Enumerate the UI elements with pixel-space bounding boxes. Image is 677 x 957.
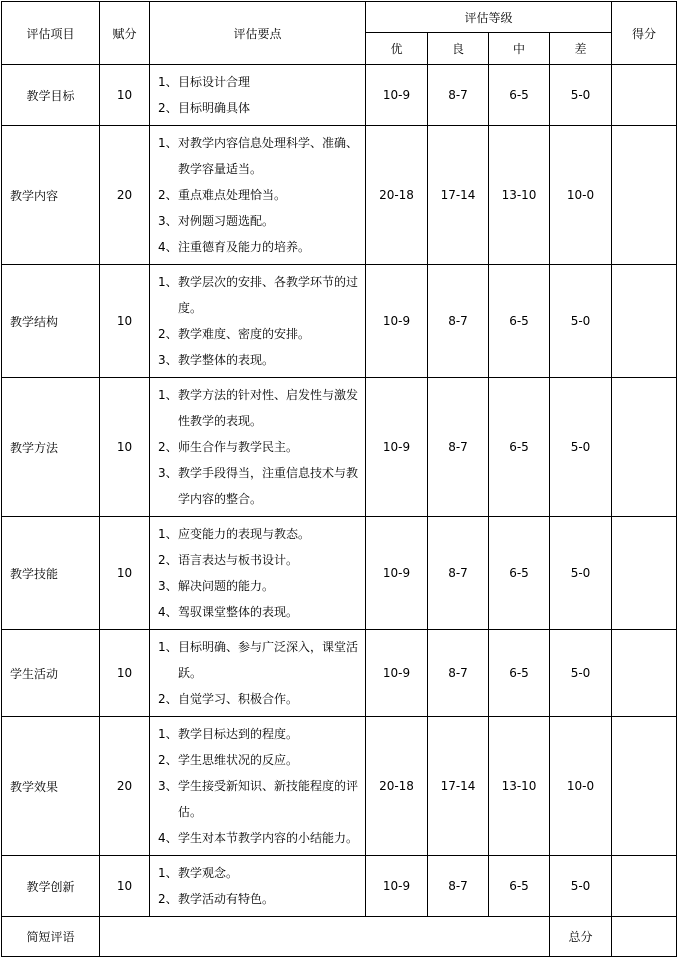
grade-range: 10-0 <box>550 717 612 856</box>
point-number: 1、 <box>158 527 178 541</box>
point-text: 教学整体的表现。 <box>178 353 275 367</box>
point-item <box>158 860 361 886</box>
point-item <box>158 182 361 208</box>
point-text: 学生接受新知识、新技能程度的评估。 <box>178 779 359 819</box>
result-cell[interactable] <box>612 517 677 630</box>
item-score: 10 <box>100 265 150 378</box>
point-number: 1、 <box>158 136 178 150</box>
item-points <box>150 630 366 717</box>
point-item <box>158 521 361 547</box>
point-number: 1、 <box>158 640 178 654</box>
point-text: 学生对本节教学内容的小结能力。 <box>178 831 359 845</box>
point-item <box>158 721 361 747</box>
point-text: 驾驭课堂整体的表现。 <box>178 605 299 619</box>
point-item <box>158 634 361 686</box>
item-score: 20 <box>100 717 150 856</box>
table-row <box>2 856 677 917</box>
point-number: 2、 <box>158 188 178 202</box>
comment-cell[interactable] <box>100 917 550 957</box>
point-number: 3、 <box>158 214 178 228</box>
grade-range: 8-7 <box>428 630 489 717</box>
item-points <box>150 265 366 378</box>
point-number: 1、 <box>158 388 178 402</box>
grade-range: 5-0 <box>550 65 612 126</box>
point-item <box>158 269 361 321</box>
point-item <box>158 208 361 234</box>
grade-fair: 中 <box>489 33 550 65</box>
point-number: 3、 <box>158 466 178 480</box>
grade-range: 10-9 <box>366 856 428 917</box>
point-number: 4、 <box>158 605 178 619</box>
table-row <box>2 126 677 265</box>
point-text: 师生合作与教学民主。 <box>178 440 299 454</box>
grade-good: 良 <box>428 33 489 65</box>
grade-range: 5-0 <box>550 630 612 717</box>
point-text: 目标明确具体 <box>178 101 251 115</box>
header-grade: 评估等级 <box>366 2 612 33</box>
grade-range: 10-9 <box>366 517 428 630</box>
point-text: 对教学内容信息处理科学、准确、教学容量适当。 <box>178 136 359 176</box>
point-item <box>158 69 361 95</box>
point-number: 1、 <box>158 727 178 741</box>
point-item <box>158 547 361 573</box>
header-points: 评估要点 <box>150 2 366 65</box>
result-cell[interactable] <box>612 378 677 517</box>
point-text: 重点难点处理恰当。 <box>178 188 287 202</box>
result-cell[interactable] <box>612 265 677 378</box>
grade-range: 8-7 <box>428 65 489 126</box>
item-name: 教学目标 <box>2 65 100 126</box>
grade-range: 13-10 <box>489 126 550 265</box>
grade-range: 6-5 <box>489 378 550 517</box>
item-score: 10 <box>100 65 150 126</box>
point-text: 教学难度、密度的安排。 <box>178 327 311 341</box>
item-name: 教学效果 <box>2 717 100 856</box>
point-number: 4、 <box>158 240 178 254</box>
grade-range: 5-0 <box>550 517 612 630</box>
point-item <box>158 95 361 121</box>
point-item <box>158 886 361 912</box>
grade-range: 6-5 <box>489 630 550 717</box>
point-item <box>158 460 361 512</box>
grade-range: 8-7 <box>428 856 489 917</box>
grade-range: 8-7 <box>428 517 489 630</box>
point-number: 2、 <box>158 101 178 115</box>
point-text: 自觉学习、积极合作。 <box>178 692 299 706</box>
item-score: 20 <box>100 126 150 265</box>
point-item <box>158 347 361 373</box>
item-points <box>150 378 366 517</box>
point-text: 对例题习题选配。 <box>178 214 275 228</box>
result-cell[interactable] <box>612 630 677 717</box>
grade-range: 6-5 <box>489 265 550 378</box>
point-number: 1、 <box>158 866 178 880</box>
point-number: 3、 <box>158 779 178 793</box>
point-item <box>158 130 361 182</box>
point-text: 目标设计合理 <box>178 75 251 89</box>
point-number: 2、 <box>158 553 178 567</box>
table-row <box>2 378 677 517</box>
point-item <box>158 825 361 851</box>
point-text: 应变能力的表现与教态。 <box>178 527 311 541</box>
result-cell[interactable] <box>612 856 677 917</box>
point-text: 注重德育及能力的培养。 <box>178 240 311 254</box>
item-name: 教学方法 <box>2 378 100 517</box>
item-name: 教学结构 <box>2 265 100 378</box>
point-text: 教学层次的安排、各教学环节的过度。 <box>178 275 359 315</box>
grade-range: 10-9 <box>366 65 428 126</box>
grade-range: 20-18 <box>366 717 428 856</box>
item-points <box>150 126 366 265</box>
point-number: 2、 <box>158 692 178 706</box>
item-score: 10 <box>100 378 150 517</box>
item-score: 10 <box>100 856 150 917</box>
total-cell[interactable] <box>612 917 677 957</box>
point-text: 语言表达与板书设计。 <box>178 553 299 567</box>
point-text: 目标明确、参与广泛深入，课堂活跃。 <box>178 640 359 680</box>
item-points <box>150 717 366 856</box>
comment-label: 简短评语 <box>2 917 100 957</box>
point-number: 2、 <box>158 753 178 767</box>
point-item <box>158 321 361 347</box>
item-points <box>150 517 366 630</box>
point-item <box>158 599 361 625</box>
point-item <box>158 382 361 434</box>
grade-range: 13-10 <box>489 717 550 856</box>
item-score: 10 <box>100 517 150 630</box>
item-points <box>150 65 366 126</box>
point-item <box>158 573 361 599</box>
point-number: 2、 <box>158 440 178 454</box>
header-score: 赋分 <box>100 2 150 65</box>
grade-excellent: 优 <box>366 33 428 65</box>
grade-range: 10-9 <box>366 630 428 717</box>
header-item: 评估项目 <box>2 2 100 65</box>
item-name: 教学技能 <box>2 517 100 630</box>
table-row <box>2 630 677 717</box>
result-cell[interactable] <box>612 65 677 126</box>
point-item <box>158 686 361 712</box>
result-cell[interactable] <box>612 717 677 856</box>
point-number: 1、 <box>158 75 178 89</box>
grade-range: 17-14 <box>428 717 489 856</box>
grade-range: 8-7 <box>428 265 489 378</box>
table-row <box>2 65 677 126</box>
grade-poor: 差 <box>550 33 612 65</box>
total-label: 总分 <box>550 917 612 957</box>
point-number: 4、 <box>158 831 178 845</box>
item-points <box>150 856 366 917</box>
item-name: 教学内容 <box>2 126 100 265</box>
grade-range: 17-14 <box>428 126 489 265</box>
point-text: 解决问题的能力。 <box>178 579 275 593</box>
point-text: 教学观念。 <box>178 866 239 880</box>
grade-range: 6-5 <box>489 517 550 630</box>
point-item <box>158 747 361 773</box>
grade-range: 20-18 <box>366 126 428 265</box>
table-row <box>2 265 677 378</box>
footer-row <box>2 917 677 957</box>
point-text: 教学目标达到的程度。 <box>178 727 299 741</box>
grade-range: 5-0 <box>550 856 612 917</box>
grade-range: 8-7 <box>428 378 489 517</box>
point-number: 1、 <box>158 275 178 289</box>
grade-range: 10-0 <box>550 126 612 265</box>
header-result: 得分 <box>612 2 677 65</box>
item-name: 教学创新 <box>2 856 100 917</box>
point-item <box>158 434 361 460</box>
point-text: 教学手段得当，注重信息技术与教学内容的整合。 <box>178 466 359 506</box>
point-number: 3、 <box>158 353 178 367</box>
point-text: 教学方法的针对性、启发性与激发性教学的表现。 <box>178 388 359 428</box>
grade-range: 5-0 <box>550 378 612 517</box>
point-number: 3、 <box>158 579 178 593</box>
table-row <box>2 717 677 856</box>
point-item <box>158 773 361 825</box>
grade-range: 10-9 <box>366 265 428 378</box>
point-number: 2、 <box>158 327 178 341</box>
point-text: 学生思维状况的反应。 <box>178 753 299 767</box>
grade-range: 6-5 <box>489 65 550 126</box>
grade-range: 5-0 <box>550 265 612 378</box>
point-text: 教学活动有特色。 <box>178 892 275 906</box>
grade-range: 10-9 <box>366 378 428 517</box>
item-name: 学生活动 <box>2 630 100 717</box>
result-cell[interactable] <box>612 126 677 265</box>
point-number: 2、 <box>158 892 178 906</box>
grade-range: 6-5 <box>489 856 550 917</box>
table-row <box>2 517 677 630</box>
evaluation-table <box>1 1 677 957</box>
item-score: 10 <box>100 630 150 717</box>
point-item <box>158 234 361 260</box>
